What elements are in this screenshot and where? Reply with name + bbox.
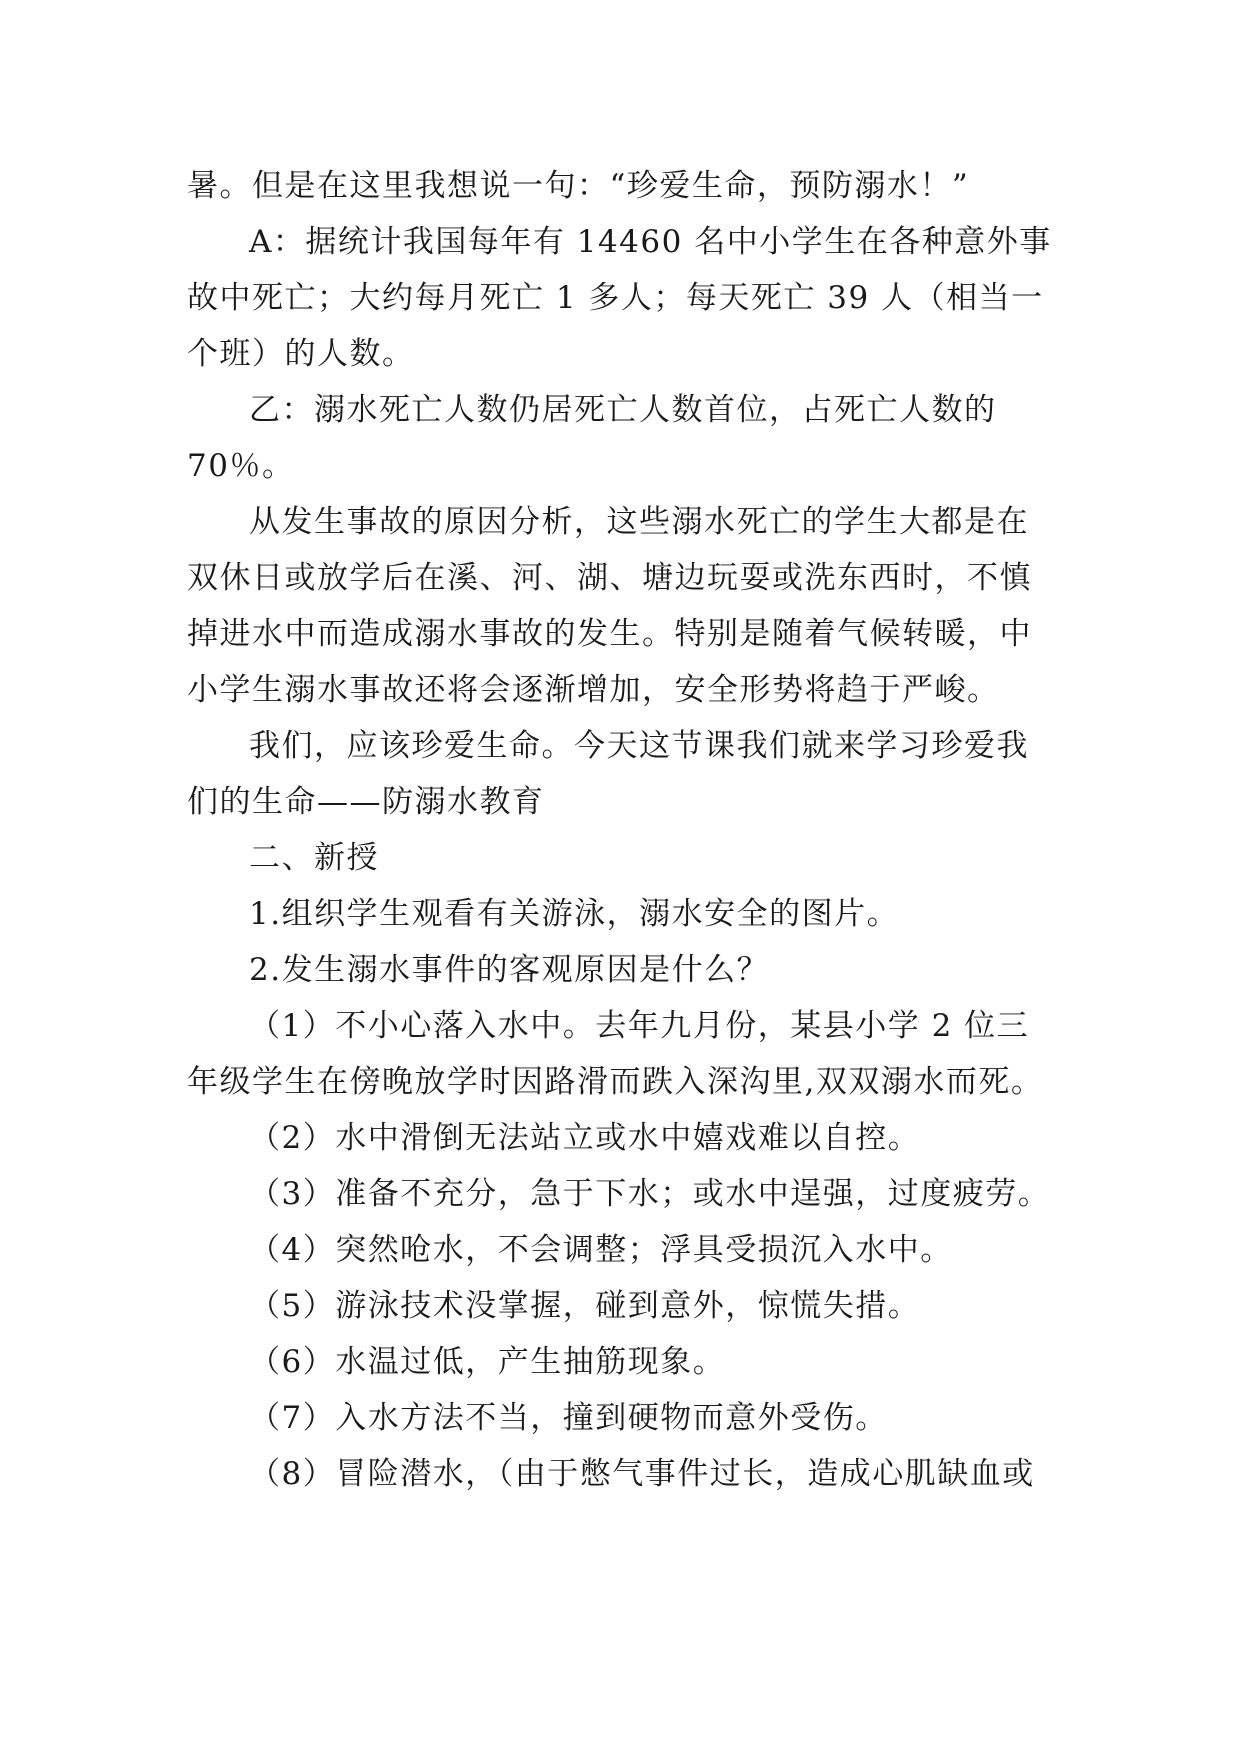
text-line: A：据统计我国每年有 14460 名中小学生在各种意外事 bbox=[249, 224, 1052, 260]
text-line: 从发生事故的原因分析，这些溺水死亡的学生大都是在 bbox=[249, 504, 1029, 540]
text-line: 乙：溺水死亡人数仍居死亡人数首位，占死亡人数的 bbox=[249, 392, 997, 428]
text-line: 们的生命——防溺水教育 bbox=[187, 784, 545, 820]
text-line: 个班）的人数。 bbox=[187, 336, 415, 372]
text-line: 双休日或放学后在溪、河、湖、塘边玩耍或洗东西时，不慎 bbox=[187, 560, 1032, 596]
text-line: 掉进水中而造成溺水事故的发生。特别是随着气候转暖，中 bbox=[187, 616, 1032, 652]
text-line: 故中死亡；大约每月死亡 1 多人；每天死亡 39 人（相当一 bbox=[187, 280, 1044, 316]
list-item: （3）准备不充分，急于下水；或水中逞强，过度疲劳。 bbox=[249, 1176, 1051, 1212]
document-body bbox=[187, 158, 1057, 1502]
list-item: （4）突然呛水，不会调整；浮具受损沉入水中。 bbox=[249, 1232, 953, 1268]
section-heading: 二、新授 bbox=[249, 840, 379, 876]
list-item: （1）不小心落入水中。去年九月份，某县小学 2 位三 bbox=[249, 1008, 1030, 1044]
text-line: 年级学生在傍晚放学时因路滑而跌入深沟里,双双溺水而死。 bbox=[187, 1064, 1044, 1100]
list-item: 2.发生溺水事件的客观原因是什么？ bbox=[249, 952, 770, 988]
list-item: （2）水中滑倒无法站立或水中嬉戏难以自控。 bbox=[249, 1120, 921, 1156]
list-item: （8）冒险潜水，（由于憋气事件过长，造成心肌缺血或 bbox=[249, 1456, 1035, 1492]
text-line: 暑。但是在这里我想说一句：“珍爱生命，预防溺水！” bbox=[187, 168, 970, 204]
list-item: （5）游泳技术没掌握，碰到意外，惊慌失措。 bbox=[249, 1288, 921, 1324]
text-line: 小学生溺水事故还将会逐渐增加，安全形势将趋于严峻。 bbox=[187, 672, 1000, 708]
list-item: （6）水温过低，产生抽筋现象。 bbox=[249, 1344, 726, 1380]
text-line: 我们，应该珍爱生命。今天这节课我们就来学习珍爱我 bbox=[249, 728, 1029, 764]
text-line: 70％。 bbox=[187, 448, 295, 484]
list-item: （7）入水方法不当，撞到硬物而意外受伤。 bbox=[249, 1400, 888, 1436]
list-item: 1.组织学生观看有关游泳，溺水安全的图片。 bbox=[249, 896, 900, 932]
